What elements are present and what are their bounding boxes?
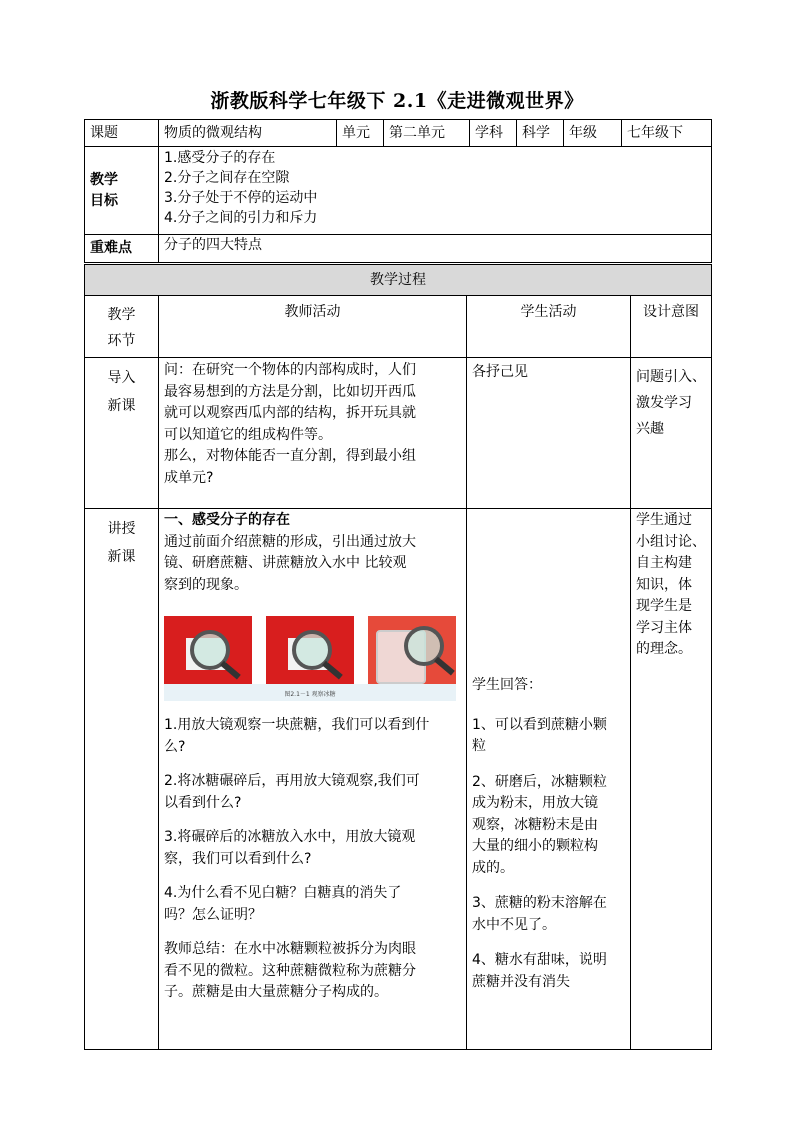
teaching-process-table bbox=[84, 264, 712, 1050]
lesson-info-table bbox=[84, 119, 712, 263]
topic-value: 物质的微观结构 bbox=[159, 120, 337, 147]
grade-label: 年级 bbox=[564, 120, 622, 147]
intro-stage: 导入 新课 bbox=[85, 358, 159, 509]
col-stage-header: 教学 环节 bbox=[85, 296, 159, 358]
magnifier-photo-sugar-water bbox=[368, 616, 456, 684]
unit-value: 第二单元 bbox=[384, 120, 470, 147]
unit-label: 单元 bbox=[337, 120, 384, 147]
goal-item: 2.分子之间存在空隙 bbox=[164, 170, 290, 186]
goals-list bbox=[159, 147, 712, 235]
key-points-label: 重难点 bbox=[85, 235, 159, 263]
question-1: 1.用放大镜观察一块蔗糖，我们可以看到什 么? bbox=[164, 717, 430, 755]
subject-label: 学科 bbox=[470, 120, 517, 147]
figure-caption: 图2.1－1 观察冰糖 bbox=[164, 684, 456, 701]
teacher-summary: 教师总结：在水中冰糖颗粒被拆分为肉眼 看不见的微粒。这种蔗糖微粒称为蔗糖分 子。蔗糖是由大量蔗糖分子构成的。 bbox=[164, 941, 416, 1000]
section-heading: 一、感受分子的存在 bbox=[164, 512, 290, 528]
document-title: 浙教版科学七年级下 2.1《走进微观世界》 bbox=[210, 90, 584, 112]
goals-label: 教学 目标 bbox=[85, 147, 159, 235]
lecture-teacher-activity: 一、感受分子的存在 通过前面介绍蔗糖的形成，引出通过放大 镜、研磨蔗糖、讲蔗糖放入水中 比较观 察到的现象。 图2.1－1 观察冰糖 1.用放大镜观察一块蔗糖，我们可以看到什 么? 2.将冰糖碾碎后，再用放大镜观察,我们可 以看到什么? 3.将碾碎后的冰糖放入水中，用放大镜观 察，我们可以看到什么? 4.为什么看不见白糖？白糖真的消失了 吗？怎么证明？ 教师总结：在水中冰糖颗粒被拆分为肉眼 看不见的微粒。这种蔗糖微粒称为蔗糖分 子。蔗糖是由大量蔗糖分子构成的。 bbox=[159, 509, 467, 1050]
topic-label: 课题 bbox=[85, 120, 159, 147]
question-3: 3.将碾碎后的冰糖放入水中，用放大镜观 察，我们可以看到什么? bbox=[164, 829, 416, 867]
lecture-stage: 讲授 新课 bbox=[85, 509, 159, 1050]
intro-student-activity: 各抒己见 bbox=[467, 358, 631, 509]
student-answer-heading: 学生回答： bbox=[472, 677, 542, 693]
col-teacher-header: 教师活动 bbox=[159, 296, 467, 358]
process-title: 教学过程 bbox=[85, 265, 712, 296]
intro-teacher-activity: 问：在研究一个物体的内部构成时，人们 最容易想到的方法是分割，比如切开西瓜 就可以观察西瓜内部的结构，拆开玩具就 可以知道它的组成构件等。 那么，对物体能否一直分割，得到最小组 成单元? bbox=[159, 358, 467, 509]
question-2: 2.将冰糖碾碎后，再用放大镜观察,我们可 以看到什么? bbox=[164, 773, 420, 811]
col-design-header: 设计意图 bbox=[631, 296, 712, 358]
answer-4: 4、糖水有甜味，说明 蔗糖并没有消失 bbox=[472, 952, 607, 990]
answer-2: 2、研磨后，冰糖颗粒 成为粉末，用放大镜 观察，冰糖粉末是由 大量的细小的颗粒构 成的。 bbox=[472, 773, 607, 876]
lecture-design-intent: 学生通过 小组讨论、 自主构建 知识，体 现学生是 学习主体 的理念。 bbox=[631, 509, 712, 1050]
question-4: 4.为什么看不见白糖？白糖真的消失了 吗？怎么证明？ bbox=[164, 885, 402, 923]
answer-3: 3、蔗糖的粉末溶解在 水中不见了。 bbox=[472, 895, 607, 933]
goal-item: 3.分子处于不停的运动中 bbox=[164, 190, 318, 206]
key-points-value: 分子的四大特点 bbox=[159, 235, 712, 263]
goal-item: 4.分子之间的引力和斥力 bbox=[164, 210, 318, 226]
grade-value: 七年级下 bbox=[622, 120, 712, 147]
answer-1: 1、可以看到蔗糖小颗 粒 bbox=[472, 716, 607, 754]
col-student-header: 学生活动 bbox=[467, 296, 631, 358]
magnifier-photo-ground-sugar bbox=[266, 616, 354, 684]
lecture-student-activity bbox=[467, 509, 631, 1050]
subject-value: 科学 bbox=[517, 120, 564, 147]
goal-item: 1.感受分子的存在 bbox=[164, 150, 276, 166]
intro-design-intent: 问题引入、 激发学习 兴趣 bbox=[631, 358, 712, 509]
magnifier-photo-sugar-block bbox=[164, 616, 252, 684]
sugar-observation-figure bbox=[164, 616, 456, 701]
